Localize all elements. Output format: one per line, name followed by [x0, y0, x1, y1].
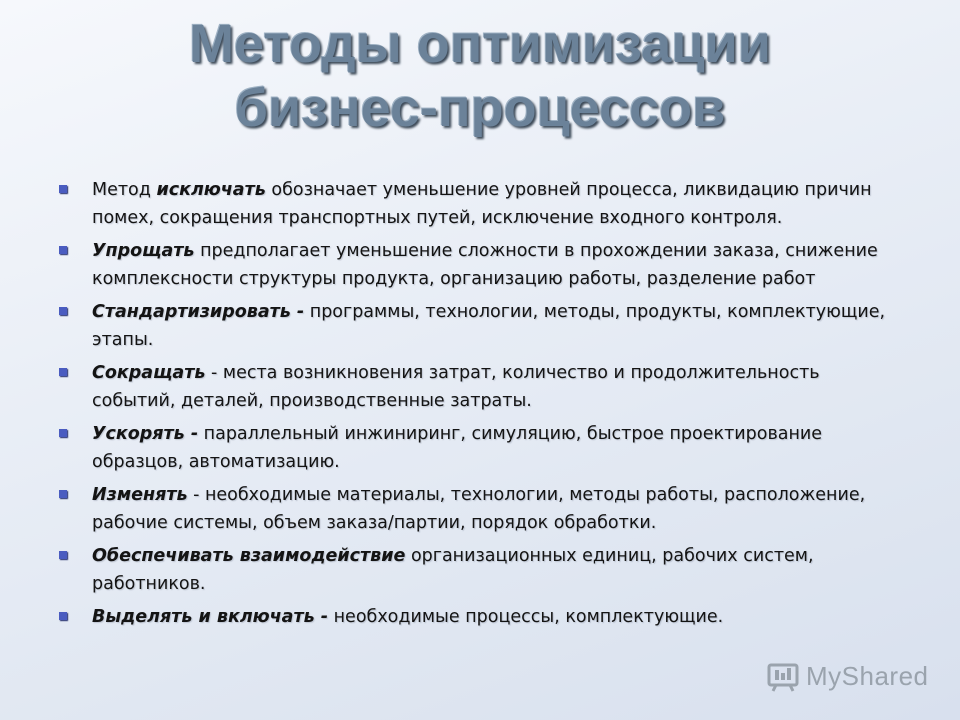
bullet-term: Изменять — [92, 485, 188, 505]
square-bullet-icon — [59, 307, 67, 315]
title-line-2: бизнес-процессов — [234, 78, 726, 138]
list-item — [56, 237, 906, 293]
bullet-term: Ускорять - — [92, 424, 199, 444]
list-item — [56, 603, 906, 631]
bullet-term: Выделять и включать - — [92, 607, 329, 627]
bullet-term: Обеспечивать взаимодействие — [92, 546, 406, 566]
bullet-text: необходимые процессы, комплектующие. — [328, 607, 724, 627]
bullet-term: Стандартизировать - — [92, 302, 305, 322]
bullet-list — [56, 176, 906, 636]
bullet-text: параллельный инжиниринг, симуляцию, быстрое проектирование образцов, автоматизацию. — [92, 424, 823, 472]
bullet-text: предполагает уменьшение сложности в прохождении заказа, снижение комплексности структуры продукта, организацию работы, разделение работ — [92, 241, 878, 289]
bullet-text: - места возникновения затрат, количество и продолжительность событий, деталей, производственные затраты. — [92, 363, 820, 411]
square-bullet-icon — [59, 551, 67, 559]
bullet-lead: Метод — [92, 180, 157, 200]
bullet-term: Сокращать — [92, 363, 206, 383]
list-item — [56, 298, 906, 354]
myshared-watermark — [766, 656, 936, 696]
list-item — [56, 481, 906, 537]
list-item — [56, 420, 906, 476]
list-item — [56, 542, 906, 598]
list-item — [56, 359, 906, 415]
square-bullet-icon — [59, 246, 67, 254]
list-item — [56, 176, 906, 232]
slide-title — [0, 12, 960, 140]
square-bullet-icon — [59, 612, 67, 620]
square-bullet-icon — [59, 368, 67, 376]
watermark-text: MyShared — [806, 660, 929, 691]
myshared-logo-icon — [766, 659, 800, 693]
bullet-term: исключать — [156, 180, 266, 200]
square-bullet-icon — [59, 429, 67, 437]
bullet-text: организационных единиц, рабочих систем, работников. — [92, 546, 814, 594]
title-line-1: Методы оптимизации — [189, 14, 771, 74]
square-bullet-icon — [59, 490, 67, 498]
bullet-text: обозначает уменьшение уровней процесса, ликвидацию причин помех, сокращения транспортных путей, исключение входного контроля. — [92, 180, 872, 228]
bullet-term: Упрощать — [92, 241, 195, 261]
bullet-text: - необходимые материалы, технологии, методы работы, расположение, рабочие системы, объем заказа/партии, порядок обработки. — [92, 485, 866, 533]
bullet-text: программы, технологии, методы, продукты, комплектующие, этапы. — [92, 302, 886, 350]
square-bullet-icon — [59, 185, 67, 193]
